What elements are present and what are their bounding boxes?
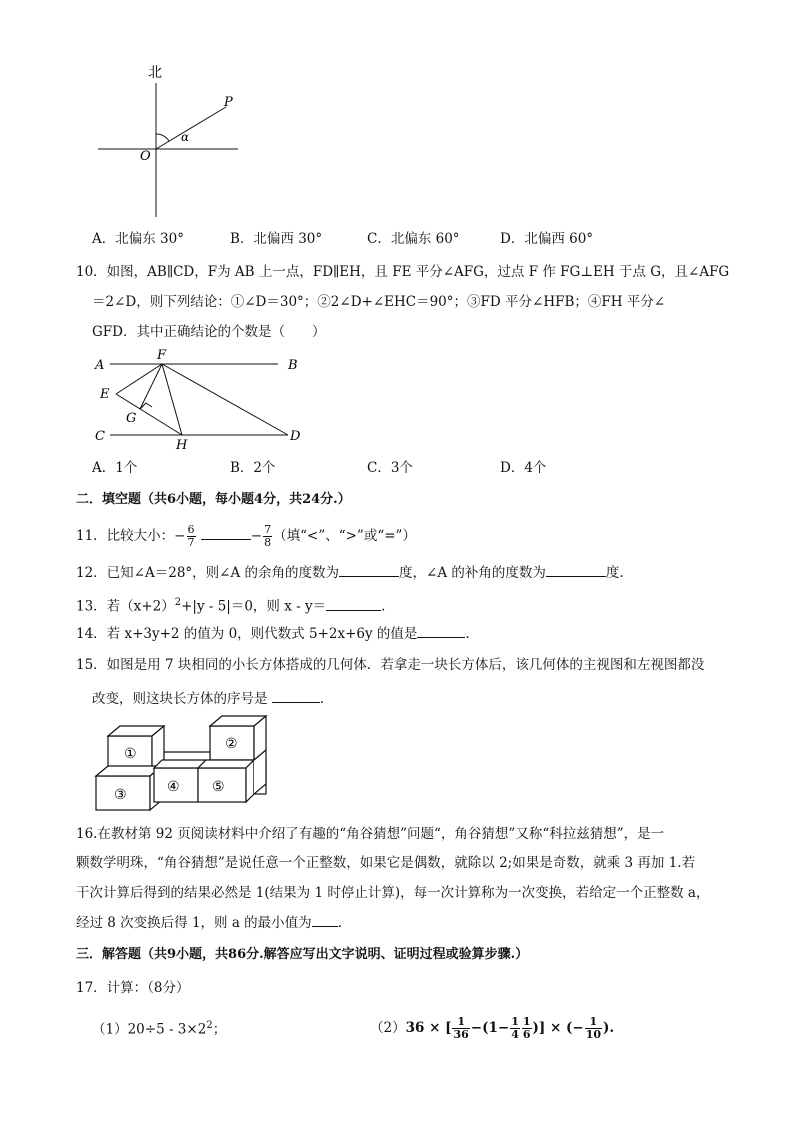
- section2-heading: 二．填空题（共6小题，每小题4分，共24分.）: [76, 492, 351, 507]
- q17-part1: [92, 1016, 226, 1040]
- q10-option-d: D．4个: [500, 460, 547, 476]
- q13: [76, 593, 385, 617]
- q15-line2-end: .: [319, 691, 325, 707]
- point-d-label: D: [290, 429, 301, 444]
- q11: [76, 524, 416, 549]
- q17-part2-times: )] × (−: [532, 1020, 584, 1036]
- q10-option-b: B．2个: [230, 460, 276, 476]
- point-h-label: H: [176, 438, 188, 453]
- q17-part2-mid: −(1−: [470, 1020, 510, 1036]
- q10-option-c: C．3个: [367, 460, 413, 476]
- q11-minus: −: [250, 528, 263, 544]
- point-c-label: C: [95, 429, 105, 444]
- block-1-label: ①: [124, 746, 137, 762]
- q9-option-b: B．北偏西 30°: [230, 231, 323, 247]
- q11-prefix: 11．比较大小：−: [76, 528, 186, 544]
- block-3-label: ③: [114, 787, 127, 803]
- q17-fraction-1-36: $\frac{1}{36}$: [453, 1015, 469, 1041]
- q17-fraction-1-6: $\frac{1}{6}$: [522, 1015, 531, 1041]
- point-o-label: O: [140, 149, 151, 164]
- q17-part1-end: ；: [212, 1021, 227, 1038]
- q13-text-3: .: [381, 598, 386, 615]
- q15-blank[interactable]: [272, 688, 320, 703]
- q12-text-1: 12．已知∠A＝28°，则∠A 的余角的度数为: [76, 565, 340, 581]
- q10-line3: GFD．其中正确结论的个数是（ ）: [92, 324, 326, 340]
- q17-part1-text: （1）20÷5 - 3×2: [92, 1021, 207, 1038]
- q15-line1: 15．如图是用 7 块相同的小长方体搭成的几何体．若拿走一块长方体后，该几何体的主视图和左视图都没: [76, 657, 705, 673]
- block-2-label: ②: [225, 736, 238, 752]
- q13-text-1: 13．若（x+2）: [76, 598, 175, 615]
- point-e-label: E: [100, 387, 110, 402]
- q17-part2-label: （2）: [370, 1020, 406, 1036]
- point-p-label: P: [224, 95, 233, 110]
- q16-line3: 干次计算后得到的结果必然是 1(结果为 1 时停止计算)，每一次计算称为一次变换，若给定一个正整数 a，: [76, 885, 710, 901]
- q16-line4: [76, 912, 342, 933]
- q17-title: 17．计算：（8分）: [76, 980, 190, 996]
- q14: [76, 623, 470, 644]
- q15-line2: [92, 688, 324, 709]
- q14-text-2: .: [465, 626, 470, 642]
- q12-blank-1[interactable]: [339, 562, 399, 577]
- point-a-label: A: [95, 358, 105, 373]
- q16-line2: 颗数学明珠，“角谷猜想”是说任意一个正整数，如果它是偶数，就除以 2;如果是奇数，就乘 3 再加 1.若: [76, 855, 696, 871]
- q17-part2: [370, 1016, 614, 1041]
- q11-fraction-1: $\frac{6}{7}$: [187, 523, 195, 549]
- q12-text-2: 度，∠A 的补角的度数为: [399, 565, 546, 581]
- q17-part1-exponent: 2: [206, 1020, 213, 1031]
- q17-part2-end: ).: [603, 1020, 615, 1036]
- q14-blank[interactable]: [417, 623, 465, 638]
- q13-exponent: 2: [174, 597, 182, 608]
- q12-text-3: 度.: [605, 565, 624, 581]
- section3-heading: 三．解答题（共9小题，共86分.解答应写出文字说明、证明过程或验算步骤.）: [76, 947, 529, 962]
- q9-option-d: D．北偏西 60°: [500, 231, 594, 247]
- q12-blank-2[interactable]: [546, 562, 606, 577]
- q9-option-a: A．北偏东 30°: [92, 231, 184, 247]
- q17-fraction-1-10: $\frac{1}{10}$: [585, 1015, 602, 1041]
- block-4-label: ④: [167, 779, 180, 795]
- q16-line4-text: 经过 8 次变换后得 1，则 a 的最小值为: [76, 915, 312, 931]
- alpha-label: α: [181, 130, 190, 144]
- north-label: 北: [148, 65, 162, 81]
- q17-part2-36: 36 × [: [405, 1020, 452, 1036]
- q15-line2-text: 改变，则这块长方体的序号是: [92, 691, 268, 707]
- q10-line1: 10．如图，AB∥CD，F为 AB 上一点，FD∥EH，且 FE 平分∠AFG，过点 F 作 FG⊥EH 于点 G，且∠AFG: [76, 264, 730, 280]
- q11-suffix: （填“<”、“>”或“=”）: [273, 528, 416, 544]
- q11-answer-blank[interactable]: [201, 525, 251, 540]
- point-b-label: B: [288, 358, 298, 373]
- q11-fraction-2: $\frac{7}{8}$: [264, 523, 272, 549]
- block-5-label: ⑤: [212, 779, 225, 795]
- q13-blank[interactable]: [326, 596, 381, 611]
- q17-fraction-1-4: $\frac{1}{4}$: [511, 1015, 519, 1041]
- q16-line4-end: .: [337, 915, 342, 931]
- q16-blank[interactable]: [312, 912, 338, 927]
- parallel-lines-figure: [90, 345, 310, 455]
- blocks-figure: [90, 712, 280, 812]
- q9-option-c: C．北偏东 60°: [367, 231, 460, 247]
- q12: [76, 562, 624, 583]
- q10-line2: ＝2∠D，则下列结论：①∠D＝30°；②2∠D+∠EHC＝90°；③FD 平分∠HFB；④FH 平分∠: [92, 294, 666, 310]
- q16-line1: 16.在教材第 92 页阅读材料中介绍了有趣的“角谷猜想”问题“，角谷猜想”又称“科拉兹猜想”，是一: [76, 826, 665, 842]
- q10-option-a: A．1个: [92, 460, 138, 476]
- point-g-label: G: [126, 411, 137, 426]
- q13-text-2: +|y - 5|＝0，则 x - y＝: [181, 598, 327, 615]
- point-f-label: F: [157, 348, 167, 363]
- compass-figure: [90, 55, 250, 225]
- q14-text-1: 14．若 x+3y+2 的值为 0，则代数式 5+2x+6y 的值是: [76, 626, 418, 642]
